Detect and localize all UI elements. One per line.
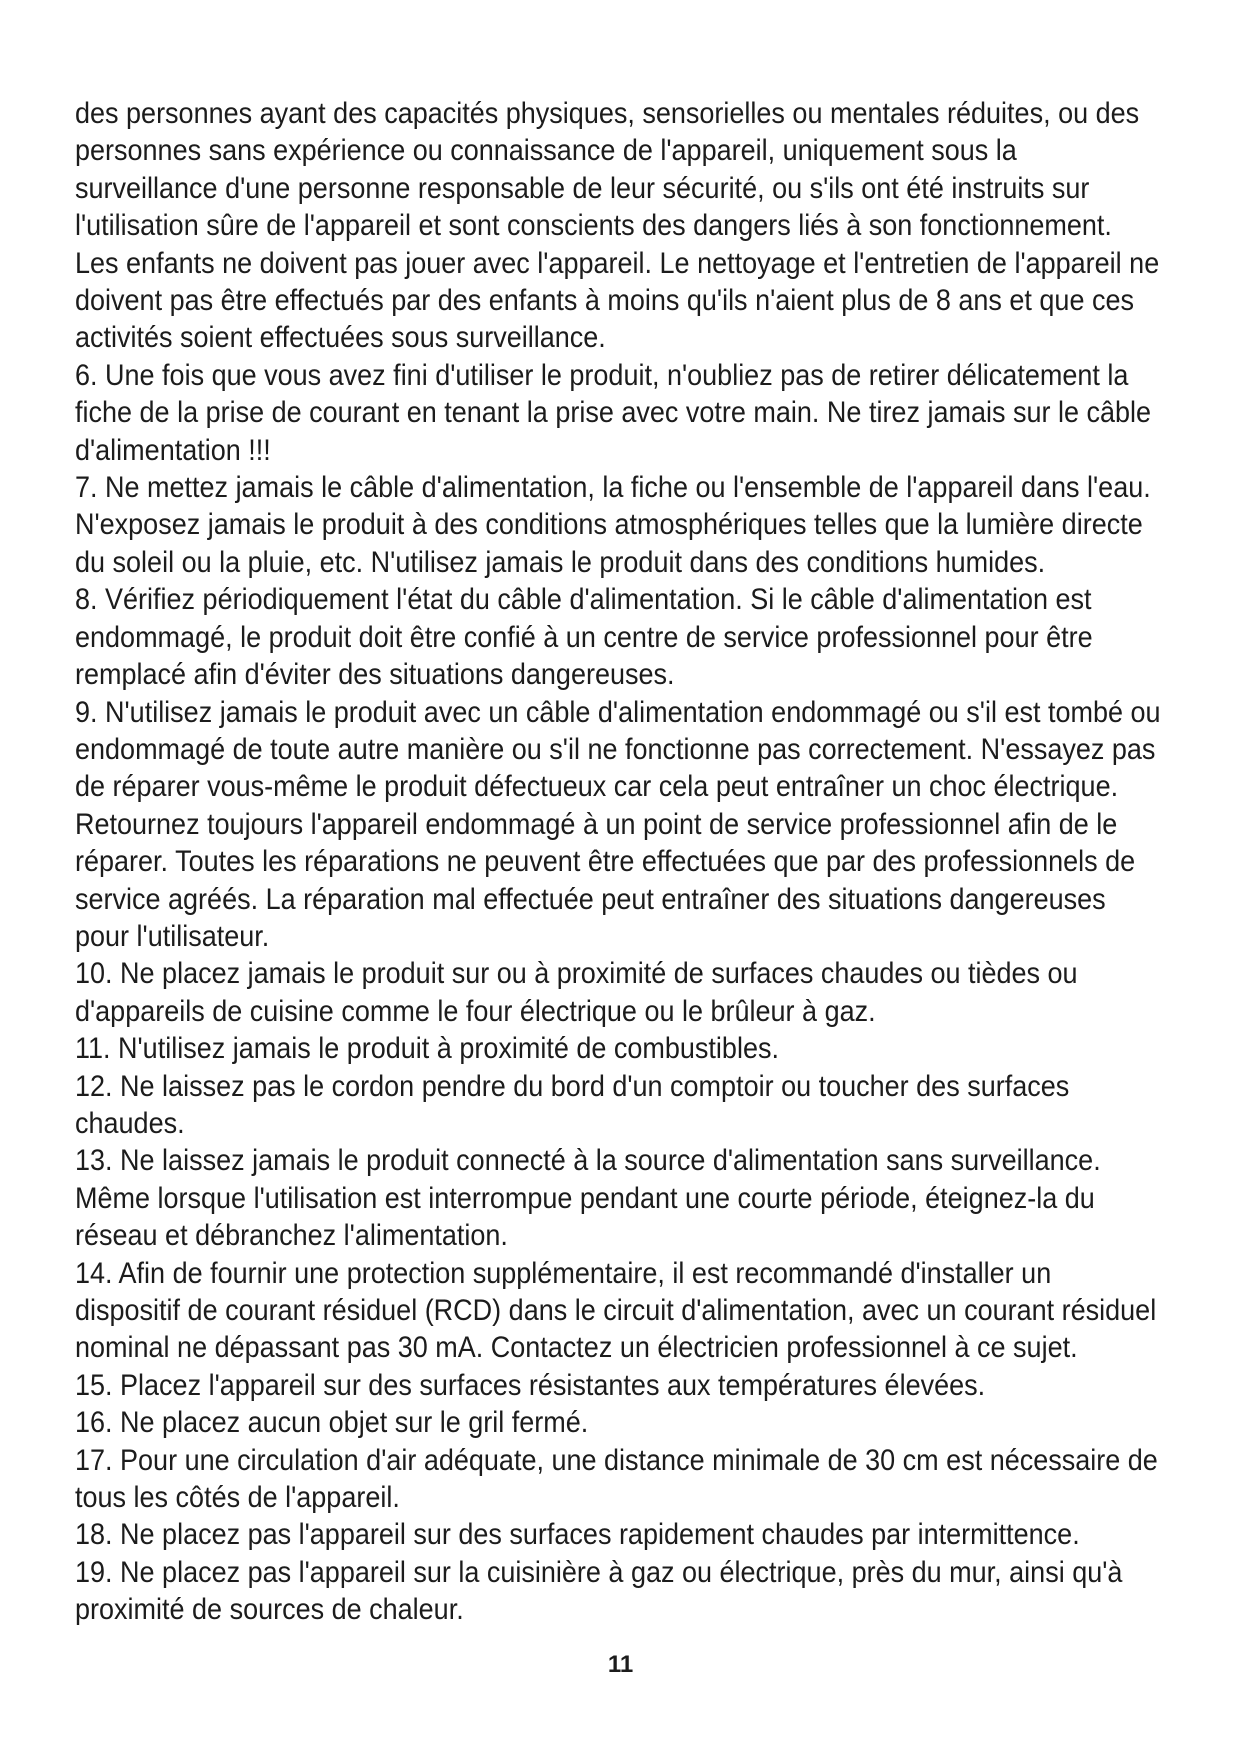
- list-item-11: [75, 1030, 1164, 1067]
- text-line: endommagé de toute autre manière ou s'il ne fonctionne pas correctement. N'essayez pas: [75, 732, 1156, 766]
- text-line: du soleil ou la pluie, etc. N'utilisez jamais le produit dans des conditions humides.: [75, 545, 1046, 579]
- text-line: chaudes.: [75, 1106, 185, 1140]
- text-line: dispositif de courant résiduel (RCD) dans le circuit d'alimentation, avec un courant résiduel: [75, 1294, 1157, 1327]
- page-number: 11: [607, 1651, 634, 1678]
- list-item-19: [75, 1554, 1164, 1629]
- list-item-9: [75, 694, 1164, 956]
- text-line: remplacé afin d'éviter des situations dangereuses.: [75, 658, 675, 692]
- text-line: 8. Vérifiez périodiquement l'état du câble d'alimentation. Si le câble d'alimentation est: [75, 583, 1092, 617]
- list-item-13: [75, 1142, 1164, 1254]
- list-item-18: [75, 1516, 1164, 1553]
- list-item-12: [75, 1068, 1164, 1143]
- paragraph-continued: [75, 95, 1164, 357]
- text-line: 15. Placez l'appareil sur des surfaces résistantes aux températures élevées.: [75, 1368, 986, 1402]
- text-line: surveillance d'une personne responsable de leur sécurité, ou s'ils ont été instruits sur: [75, 171, 1090, 205]
- list-item-6: [75, 357, 1164, 469]
- text-line: 11. N'utilisez jamais le produit à proximité de combustibles.: [75, 1032, 779, 1066]
- text-line: réparer. Toutes les réparations ne peuvent être effectuées que par des professionnels de: [75, 845, 1136, 879]
- text-line: réseau et débranchez l'alimentation.: [75, 1219, 508, 1253]
- document-body: [75, 95, 1164, 1629]
- text-line: 17. Pour une circulation d'air adéquate, une distance minimale de 30 cm est nécessaire de: [75, 1443, 1158, 1477]
- text-line: de réparer vous-même le produit défectueux car cela peut entraîner un choc électrique.: [75, 770, 1119, 804]
- text-line: l'utilisation sûre de l'appareil et sont conscients des dangers liés à son fonctionnement.: [75, 209, 1112, 243]
- text-line: Retournez toujours l'appareil endommagé à un point de service professionnel afin de le: [75, 807, 1118, 841]
- list-item-10: [75, 955, 1164, 1030]
- text-line: Même lorsque l'utilisation est interrompue pendant une courte période, éteignez-la du: [75, 1181, 1095, 1215]
- text-line: Les enfants ne doivent pas jouer avec l'appareil. Le nettoyage et l'entretien de l'appareil ne: [75, 246, 1160, 280]
- text-line: service agréés. La réparation mal effectuée peut entraîner des situations dangereuses: [75, 882, 1106, 916]
- text-line: activités soient effectuées sous surveillance.: [75, 321, 606, 355]
- text-line: proximité de sources de chaleur.: [75, 1593, 464, 1627]
- text-line: nominal ne dépassant pas 30 mA. Contactez un électricien professionnel à ce sujet.: [75, 1331, 1078, 1365]
- list-item-15: [75, 1367, 1164, 1404]
- text-line: tous les côtés de l'appareil.: [75, 1481, 400, 1515]
- list-item-17: [75, 1442, 1164, 1517]
- text-line: 14. Afin de fournir une protection supplémentaire, il est recommandé d'installer un: [75, 1256, 1052, 1290]
- text-line: personnes sans expérience ou connaissance de l'appareil, uniquement sous la: [75, 134, 1017, 168]
- text-line: 6. Une fois que vous avez fini d'utiliser le produit, n'oubliez pas de retirer délicatement la: [75, 358, 1129, 392]
- text-line: endommagé, le produit doit être confié à un centre de service professionnel pour être: [75, 620, 1093, 654]
- text-line: 13. Ne laissez jamais le produit connecté à la source d'alimentation sans surveillance.: [75, 1144, 1101, 1178]
- text-line: d'appareils de cuisine comme le four électrique ou le brûleur à gaz.: [75, 994, 876, 1028]
- text-line: 10. Ne placez jamais le produit sur ou à proximité de surfaces chaudes ou tièdes ou: [75, 957, 1078, 991]
- text-line: doivent pas être effectués par des enfants à moins qu'ils n'aient plus de 8 ans et que ces: [75, 284, 1134, 318]
- list-item-14: [75, 1255, 1164, 1367]
- text-line: 16. Ne placez aucun objet sur le gril fermé.: [75, 1406, 589, 1440]
- text-line: des personnes ayant des capacités physiques, sensorielles ou mentales réduites, ou des: [75, 97, 1140, 130]
- text-line: N'exposez jamais le produit à des conditions atmosphériques telles que la lumière directe: [75, 508, 1143, 542]
- text-line: d'alimentation !!!: [75, 433, 271, 467]
- list-item-8: [75, 581, 1164, 693]
- text-line: 7. Ne mettez jamais le câble d'alimentation, la fiche ou l'ensemble de l'appareil dans l'eau.: [75, 471, 1151, 505]
- text-line: pour l'utilisateur.: [75, 919, 270, 953]
- text-line: 12. Ne laissez pas le cordon pendre du bord d'un comptoir ou toucher des surfaces: [75, 1069, 1070, 1103]
- text-line: 19. Ne placez pas l'appareil sur la cuisinière à gaz ou électrique, près du mur, ainsi qu'à: [75, 1555, 1123, 1589]
- text-line: fiche de la prise de courant en tenant la prise avec votre main. Ne tirez jamais sur le câble: [75, 396, 1152, 430]
- list-item-7: [75, 469, 1164, 581]
- list-item-16: [75, 1404, 1164, 1441]
- text-line: 9. N'utilisez jamais le produit avec un câble d'alimentation endommagé ou s'il est tombé ou: [75, 695, 1161, 729]
- text-line: 18. Ne placez pas l'appareil sur des surfaces rapidement chaudes par intermittence.: [75, 1518, 1080, 1552]
